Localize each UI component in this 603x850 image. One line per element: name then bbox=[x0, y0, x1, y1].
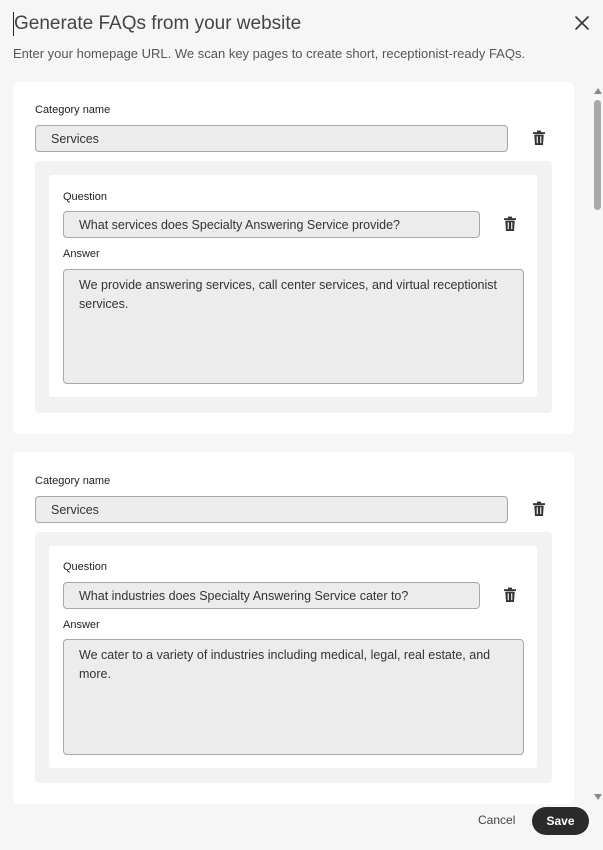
answer-textarea[interactable]: We provide answering services, call center services, and virtual receptionist services. bbox=[63, 269, 524, 384]
question-input[interactable]: What industries does Specialty Answering Service cater to? bbox=[63, 582, 480, 609]
category-name-label: Category name bbox=[35, 104, 111, 116]
dialog-title: Generate FAQs from your website bbox=[14, 13, 302, 34]
scroll-up-arrow-icon[interactable] bbox=[594, 88, 602, 94]
close-button[interactable] bbox=[571, 12, 593, 34]
question-label: Question bbox=[63, 191, 108, 203]
question-input[interactable]: What services does Specialty Answering Service provide? bbox=[63, 211, 480, 238]
delete-question-button[interactable] bbox=[501, 215, 519, 233]
category-name-input[interactable]: Services bbox=[35, 125, 508, 152]
cancel-button[interactable]: Cancel bbox=[470, 807, 523, 833]
scroll-down-arrow-icon[interactable] bbox=[594, 794, 602, 800]
trash-icon bbox=[530, 500, 548, 518]
answer-label: Answer bbox=[63, 248, 100, 260]
scrollbar-thumb[interactable] bbox=[594, 100, 601, 210]
faq-scroll-area[interactable] bbox=[0, 82, 592, 804]
trash-icon bbox=[530, 129, 548, 147]
trash-icon bbox=[501, 586, 519, 604]
save-button[interactable]: Save bbox=[532, 807, 589, 835]
category-card bbox=[13, 82, 574, 434]
category-name-input[interactable]: Services bbox=[35, 496, 508, 523]
close-icon bbox=[571, 12, 593, 34]
delete-question-button[interactable] bbox=[501, 586, 519, 604]
category-card bbox=[13, 452, 574, 804]
category-name-label: Category name bbox=[35, 475, 111, 487]
delete-category-button[interactable] bbox=[530, 129, 548, 147]
answer-textarea[interactable]: We cater to a variety of industries including medical, legal, real estate, and more. bbox=[63, 639, 524, 755]
dialog-subtitle: Enter your homepage URL. We scan key pages to create short, receptionist-ready FAQs. bbox=[13, 46, 526, 61]
question-label: Question bbox=[63, 561, 108, 573]
delete-category-button[interactable] bbox=[530, 500, 548, 518]
faq-list bbox=[35, 161, 552, 413]
answer-label: Answer bbox=[63, 619, 100, 631]
faq-list bbox=[35, 532, 552, 783]
vertical-scrollbar[interactable] bbox=[592, 86, 603, 802]
faq-item bbox=[49, 546, 537, 768]
trash-icon bbox=[501, 215, 519, 233]
faq-item bbox=[49, 175, 537, 397]
